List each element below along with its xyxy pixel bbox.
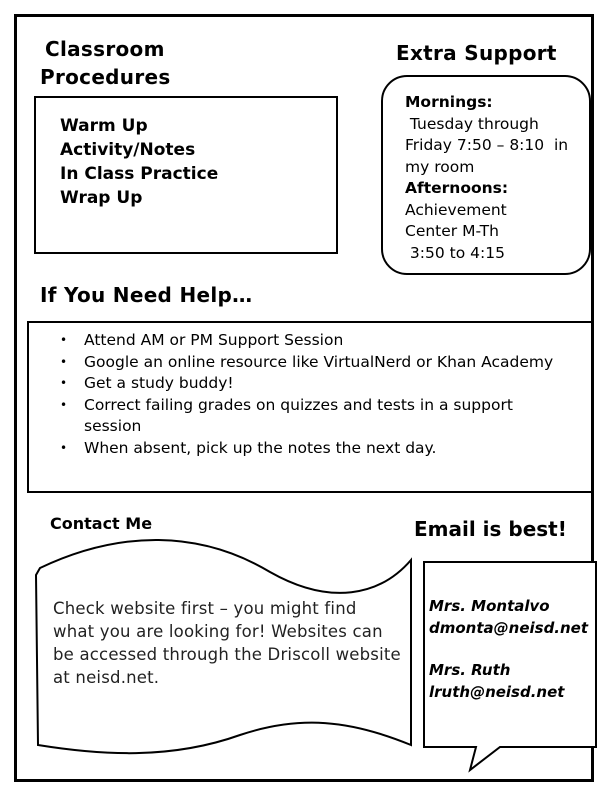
teacher1-name: Mrs. Montalvo (429, 597, 550, 615)
mornings-line: Tuesday through (405, 114, 539, 133)
help-item: • When absent, pick up the notes the next day. (84, 438, 564, 460)
procedures-list (60, 114, 218, 210)
procedure-item: In Class Practice (60, 164, 219, 184)
help-title: If You Need Help… (40, 283, 253, 307)
teacher2-email[interactable]: lruth@neisd.net (429, 682, 565, 701)
afternoons-label: Afternoons: (405, 179, 509, 197)
procedure-item: Wrap Up (60, 188, 143, 208)
procedures-title-line1: Classroom (45, 37, 165, 61)
procedures-title-line2: Procedures (40, 65, 171, 89)
help-item: • Correct failing grades on quizzes and tests in a support session (84, 395, 564, 438)
email-best-heading: Email is best! (414, 517, 567, 541)
help-item: • Get a study buddy! (84, 373, 564, 395)
email-contacts (429, 596, 591, 703)
teacher2-name: Mrs. Ruth (429, 661, 511, 679)
contact-title: Contact Me (50, 514, 153, 533)
help-item: • Google an online resource like VirtualNerd or Khan Academy (84, 352, 564, 374)
mornings-line: my room (405, 157, 475, 176)
help-item: • Attend AM or PM Support Session (84, 330, 564, 352)
teacher1-email[interactable]: dmonta@neisd.net (429, 618, 589, 637)
afternoons-line: Achievement (405, 200, 507, 219)
procedure-item: Warm Up (60, 116, 148, 136)
website-note: Check website first – you might find what you are looking for! Websites can be accessed through the Driscoll website at neisd.net. (53, 599, 401, 687)
extra-support-text (405, 92, 585, 264)
afternoons-line: 3:50 to 4:15 (405, 243, 505, 262)
mornings-label: Mornings: (405, 93, 493, 111)
extra-support-title: Extra Support (396, 41, 557, 65)
mornings-line: Friday 7:50 – 8:10 in (405, 136, 569, 154)
procedure-item: Activity/Notes (60, 140, 196, 160)
afternoons-line: Center M-Th (405, 222, 499, 240)
help-list (84, 330, 564, 459)
